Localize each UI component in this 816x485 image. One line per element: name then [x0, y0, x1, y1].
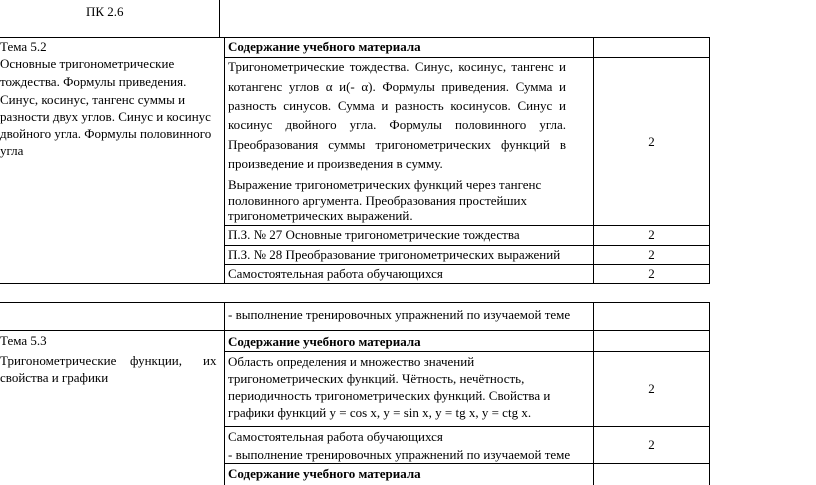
table-border [709, 302, 710, 485]
topic-line: тождества. Формулы приведения. [0, 74, 187, 89]
content-line: графики функций y = cos x, y = sin x, y = tg x, y = ctg x. [228, 405, 532, 420]
content-line: тригонометрических функций. Чётность, нечётность, [228, 371, 525, 386]
content-line: Выражение тригонометрических функций через тангенс [228, 177, 542, 192]
row-hours: 2 [648, 247, 655, 262]
content-hours: 2 [648, 381, 655, 396]
content-line: Тригонометрические тождества. Синус, косинус, тангенс и [228, 59, 566, 74]
content-header: Содержание учебного материала [228, 466, 421, 481]
exercise-line: - выполнение тренировочных упражнений по изучаемой теме [228, 447, 571, 462]
topic-line: двойного угла. Формулы половинного [0, 126, 212, 141]
self-work: Самостоятельная работа обучающихся [228, 266, 443, 281]
topic-line: Тригонометрические [0, 353, 117, 368]
table-border [224, 426, 710, 427]
content-line: периодичность тригонометрических функций. Свойства и [228, 388, 551, 403]
row-hours: 2 [648, 266, 655, 281]
row-hours: 2 [648, 227, 655, 242]
topic-line: Основные тригонометрические [0, 56, 175, 71]
self-work: Самостоятельная работа обучающихся [228, 429, 443, 444]
table-border [224, 37, 225, 284]
table-border [0, 330, 710, 331]
content-line: котангенс углов α и(- α). Формулы приведения. Сумма и [228, 79, 566, 94]
topic-line: Синус, косинус, тангенс суммы и [0, 92, 186, 107]
content-line: тригонометрических выражений. [228, 208, 413, 223]
content-header: Содержание учебного материала [228, 334, 421, 349]
content-hours: 2 [648, 134, 655, 149]
table-border [709, 37, 710, 284]
content-line: Область определения и множество значений [228, 354, 475, 369]
content-line: половинного аргумента. Преобразования простейших [228, 193, 527, 208]
topic-line: функции, [130, 353, 182, 368]
table-border [219, 0, 220, 38]
topic-title: Тема 5.2 [0, 39, 47, 54]
table-border [224, 351, 710, 352]
table-border [0, 302, 710, 303]
content-line: разность синусов. Сумма и разность косинусов. Синус и [228, 98, 566, 113]
content-line: косинус двойного угла. Формулы половинного угла. [228, 117, 566, 132]
topic-title: Тема 5.3 [0, 333, 47, 348]
exercise-line: - выполнение тренировочных упражнений по изучаемой теме [228, 307, 571, 322]
topic-line: угла [0, 143, 24, 158]
topic-line: разности двух углов. Синус и косинус [0, 109, 211, 124]
practical-work-27: П.З. № 27 Основные тригонометрические тождества [228, 227, 520, 242]
content-line: Преобразования суммы тригонометрических функций в [228, 137, 566, 152]
practical-work-28: П.З. № 28 Преобразование тригонометрических выражений [228, 247, 561, 262]
topic-line: их [203, 353, 217, 368]
row-hours: 2 [648, 437, 655, 452]
content-line: произведение и произведения в сумму. [228, 156, 443, 171]
table-border [0, 283, 710, 284]
content-header: Содержание учебного материала [228, 39, 421, 54]
competency-code: ПК 2.6 [86, 4, 124, 19]
topic-line: свойства и графики [0, 370, 109, 385]
table-border [224, 302, 225, 485]
